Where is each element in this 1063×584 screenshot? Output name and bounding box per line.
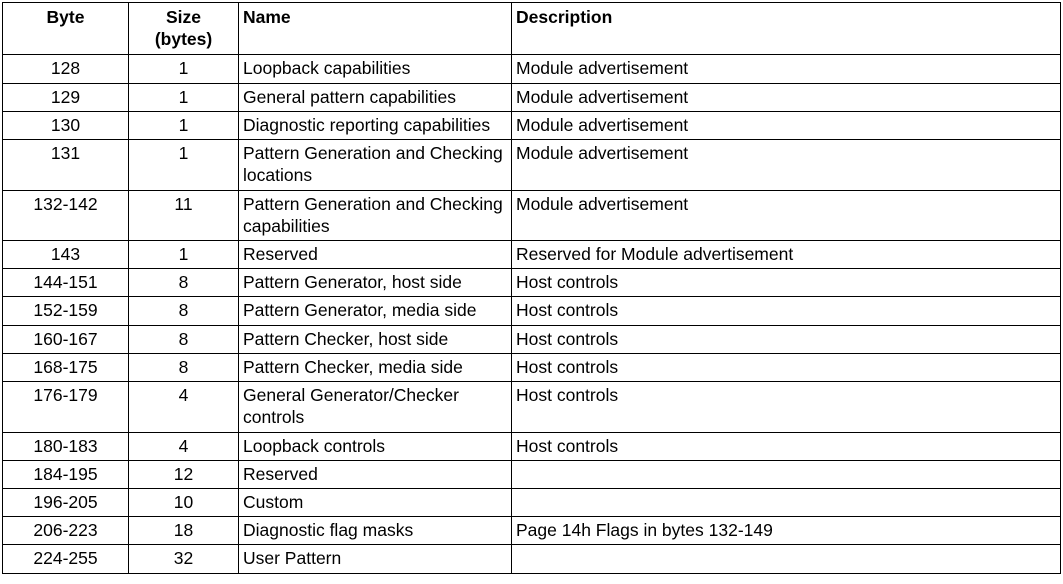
cell-description: Page 14h Flags in bytes 132-149	[512, 517, 1061, 545]
table-row	[3, 382, 1061, 432]
column-header-name: Name	[239, 3, 512, 55]
cell-description: Module advertisement	[512, 111, 1061, 139]
cell-description	[512, 545, 1061, 573]
cell-size: 1	[129, 240, 239, 268]
cell-byte: 143	[3, 240, 129, 268]
cell-description: Module advertisement	[512, 83, 1061, 111]
table-row	[3, 111, 1061, 139]
table-row	[3, 55, 1061, 83]
cell-byte: 224-255	[3, 545, 129, 573]
cell-size: 10	[129, 488, 239, 516]
cell-description: Host controls	[512, 432, 1061, 460]
column-header-byte: Byte	[3, 3, 129, 55]
byte-map-table	[2, 2, 1061, 574]
cell-description: Host controls	[512, 353, 1061, 381]
cell-name: Pattern Checker, media side	[239, 353, 512, 381]
cell-name: User Pattern	[239, 545, 512, 573]
table-row	[3, 83, 1061, 111]
cell-size: 4	[129, 432, 239, 460]
cell-name: Diagnostic reporting capabilities	[239, 111, 512, 139]
table-header	[3, 3, 1061, 55]
cell-name: Pattern Checker, host side	[239, 325, 512, 353]
cell-byte: 180-183	[3, 432, 129, 460]
table-body	[3, 55, 1061, 573]
cell-description: Host controls	[512, 325, 1061, 353]
document-page	[0, 2, 1063, 584]
column-header-size-line1: Size	[165, 7, 202, 27]
cell-description	[512, 488, 1061, 516]
cell-description: Module advertisement	[512, 55, 1061, 83]
cell-size: 11	[129, 190, 239, 240]
cell-name: Loopback controls	[239, 432, 512, 460]
cell-byte: 196-205	[3, 488, 129, 516]
cell-byte: 168-175	[3, 353, 129, 381]
cell-size: 1	[129, 55, 239, 83]
cell-name: Diagnostic flag masks	[239, 517, 512, 545]
table-row	[3, 353, 1061, 381]
cell-name: Pattern Generation and Checking locations	[239, 140, 512, 190]
table-row	[3, 325, 1061, 353]
cell-name: Reserved	[239, 460, 512, 488]
cell-description: Host controls	[512, 382, 1061, 432]
cell-description: Module advertisement	[512, 140, 1061, 190]
cell-size: 8	[129, 353, 239, 381]
table-row	[3, 517, 1061, 545]
table-row	[3, 269, 1061, 297]
cell-size: 8	[129, 269, 239, 297]
table-header-row	[3, 3, 1061, 55]
cell-byte: 152-159	[3, 297, 129, 325]
cell-name: Loopback capabilities	[239, 55, 512, 83]
table-row	[3, 460, 1061, 488]
column-header-size	[129, 3, 239, 55]
cell-byte: 144-151	[3, 269, 129, 297]
cell-byte: 176-179	[3, 382, 129, 432]
cell-size: 1	[129, 140, 239, 190]
cell-name: Pattern Generator, media side	[239, 297, 512, 325]
cell-size: 1	[129, 83, 239, 111]
cell-size: 8	[129, 325, 239, 353]
cell-size: 18	[129, 517, 239, 545]
cell-description	[512, 460, 1061, 488]
table-row	[3, 488, 1061, 516]
cell-description: Host controls	[512, 269, 1061, 297]
column-header-size-line2: (bytes)	[154, 29, 213, 50]
cell-size: 1	[129, 111, 239, 139]
cell-name: General pattern capabilities	[239, 83, 512, 111]
cell-byte: 131	[3, 140, 129, 190]
cell-size: 32	[129, 545, 239, 573]
cell-name: Custom	[239, 488, 512, 516]
cell-description: Reserved for Module advertisement	[512, 240, 1061, 268]
cell-size: 8	[129, 297, 239, 325]
cell-description: Host controls	[512, 297, 1061, 325]
table-row	[3, 297, 1061, 325]
cell-size: 12	[129, 460, 239, 488]
table-row	[3, 140, 1061, 190]
table-row	[3, 190, 1061, 240]
cell-size: 4	[129, 382, 239, 432]
table-row	[3, 240, 1061, 268]
table-row	[3, 432, 1061, 460]
cell-byte: 128	[3, 55, 129, 83]
cell-byte: 132-142	[3, 190, 129, 240]
cell-byte: 160-167	[3, 325, 129, 353]
cell-byte: 129	[3, 83, 129, 111]
cell-name: Pattern Generation and Checking capabilities	[239, 190, 512, 240]
cell-name: Pattern Generator, host side	[239, 269, 512, 297]
cell-description: Module advertisement	[512, 190, 1061, 240]
table-row	[3, 545, 1061, 573]
cell-byte: 206-223	[3, 517, 129, 545]
cell-byte: 130	[3, 111, 129, 139]
cell-name: Reserved	[239, 240, 512, 268]
cell-name: General Generator/Checker controls	[239, 382, 512, 432]
column-header-description: Description	[512, 3, 1061, 55]
cell-byte: 184-195	[3, 460, 129, 488]
